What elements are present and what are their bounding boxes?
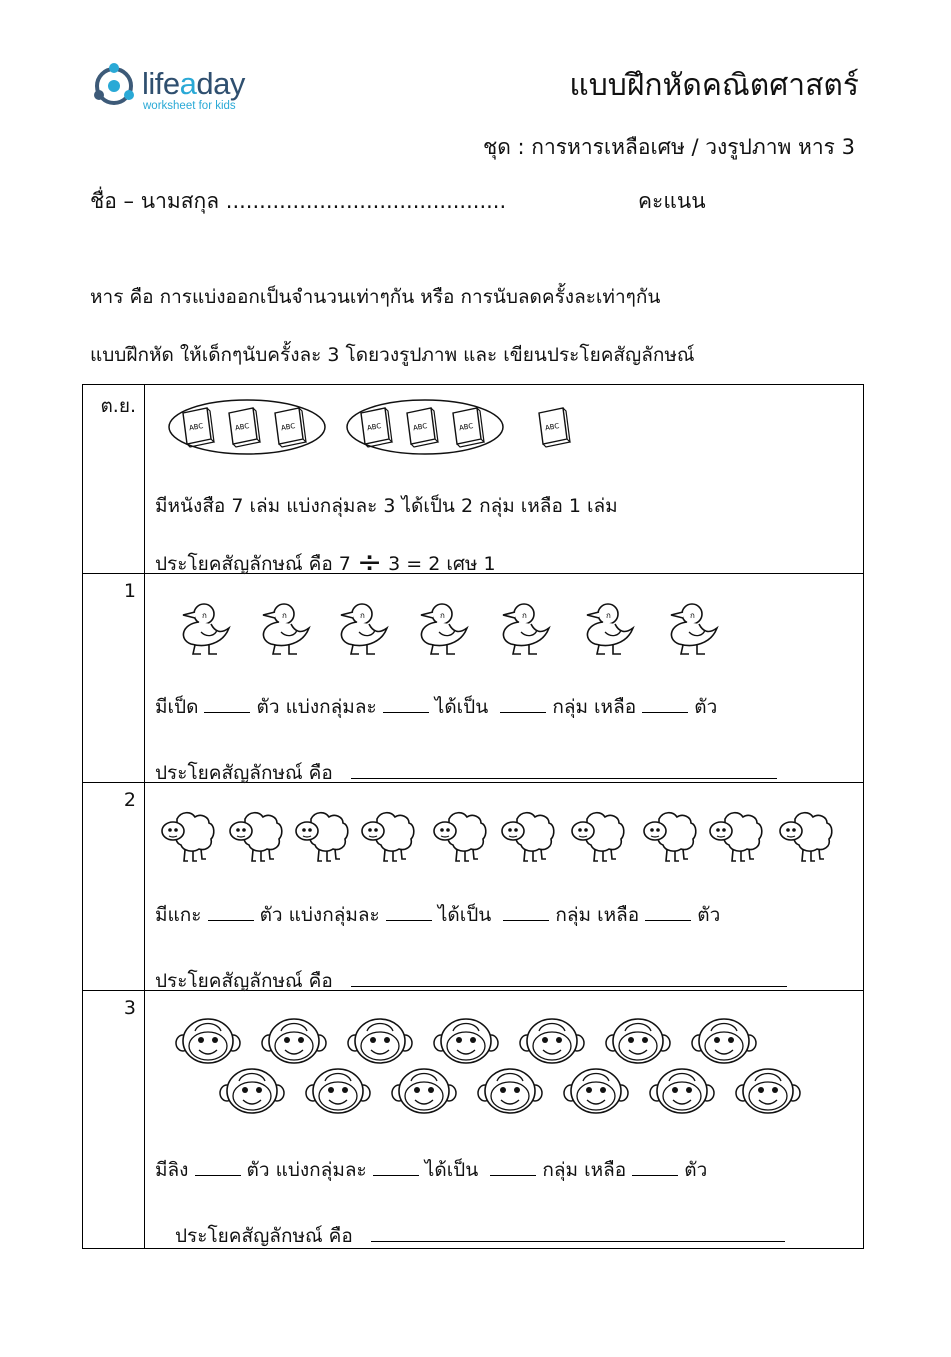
statement-part: มีลิง	[155, 1159, 189, 1181]
problem-row	[83, 574, 864, 783]
sentence-label: ประโยคสัญลักษณ์ คือ	[175, 1225, 353, 1247]
example-row	[83, 385, 864, 574]
problem-row	[83, 783, 864, 991]
brand-wordmark	[142, 66, 245, 102]
book-icon	[183, 408, 214, 447]
example-books-picture	[167, 397, 597, 467]
score-label: คะแนน	[638, 189, 706, 213]
sheep-icon	[780, 813, 832, 861]
duck-icon	[421, 604, 467, 654]
sheep-icon	[296, 813, 348, 861]
statement-part: ได้เป็น	[424, 1159, 479, 1181]
monkey-icon	[564, 1069, 628, 1113]
sentence-label: ประโยคสัญลักษณ์ คือ	[155, 762, 333, 784]
problem-number: 2	[123, 789, 136, 811]
sheep-icon	[502, 813, 554, 861]
brand-tagline: worksheet for kids	[143, 100, 236, 112]
worksheet-table	[82, 384, 864, 1249]
statement-part: ตัว แบ่งกลุ่มละ	[246, 1159, 367, 1181]
monkey-picture-rows	[175, 1013, 835, 1143]
answer-blank[interactable]	[204, 696, 250, 713]
row-number-cell	[83, 574, 145, 783]
duck-icon	[503, 604, 549, 654]
problem-sentence	[175, 1221, 785, 1251]
monkey-icon	[478, 1069, 542, 1113]
brand-name-pre: life	[142, 66, 180, 101]
statement-part: ตัว แบ่งกลุ่มละ	[256, 696, 377, 718]
sentence-blank[interactable]	[351, 970, 787, 987]
lifeaday-logo-icon	[90, 62, 138, 110]
monkey-icon	[262, 1019, 326, 1063]
sheep-icon	[362, 813, 414, 861]
answer-blank[interactable]	[208, 904, 254, 921]
duck-icon	[341, 604, 387, 654]
statement-part: ได้เป็น	[437, 904, 492, 926]
statement-part: กลุ่ม เหลือ	[542, 1159, 627, 1181]
monkey-icon	[520, 1019, 584, 1063]
definition-text: หาร คือ การแบ่งออกเป็นจำนวนเท่าๆกัน หรือ การนับลดครั้งละเท่าๆกัน	[90, 286, 661, 308]
book-icon	[229, 408, 260, 447]
sentence-blank[interactable]	[351, 762, 777, 779]
answer-blank[interactable]	[642, 696, 688, 713]
statement-part: ตัว แบ่งกลุ่มละ	[259, 904, 380, 926]
statement-part: ตัว	[684, 1159, 708, 1181]
monkey-icon	[736, 1069, 800, 1113]
sheep-picture-row	[159, 805, 849, 869]
answer-blank[interactable]	[632, 1159, 678, 1176]
instruction-text: แบบฝึกหัด ให้เด็กๆนับครั้งละ 3 โดยวงรูปภาพ และ เขียนประโยคสัญลักษณ์	[90, 344, 695, 366]
duck-icon	[587, 604, 633, 654]
problem-statement	[155, 692, 717, 722]
statement-part: กลุ่ม เหลือ	[555, 904, 640, 926]
answer-blank[interactable]	[195, 1159, 241, 1176]
division-sign: ÷	[356, 545, 383, 580]
monkey-icon	[220, 1069, 284, 1113]
worksheet-subtitle: ชุด : การหารเหลือเศษ / วงรูปภาพ หาร 3	[482, 135, 855, 159]
book-icon	[361, 408, 392, 447]
statement-part: มีแกะ	[155, 904, 202, 926]
page-title: แบบฝึกหัดคณิตศาสตร์	[569, 68, 859, 103]
monkey-icon	[606, 1019, 670, 1063]
book-icon	[275, 408, 306, 447]
problem-cell	[145, 574, 864, 783]
monkey-icon	[306, 1069, 370, 1113]
statement-part: ได้เป็น	[434, 696, 489, 718]
sheep-icon	[162, 813, 214, 861]
row-number-cell	[83, 783, 145, 991]
monkey-icon	[176, 1019, 240, 1063]
problem-cell	[145, 991, 864, 1249]
example-label: ต.ย.	[100, 395, 136, 417]
duck-icon	[183, 604, 229, 654]
answer-blank[interactable]	[500, 696, 546, 713]
monkey-icon	[650, 1069, 714, 1113]
answer-blank[interactable]	[503, 904, 549, 921]
example-statement: มีหนังสือ 7 เล่ม แบ่งกลุ่มละ 3 ได้เป็น 2 กลุ่ม เหลือ 1 เล่ม	[155, 495, 618, 517]
book-icon	[407, 408, 438, 447]
row-number-cell	[83, 385, 145, 574]
answer-blank[interactable]	[386, 904, 432, 921]
monkey-icon	[434, 1019, 498, 1063]
example-cell	[145, 385, 864, 580]
problem-statement	[155, 1155, 707, 1185]
monkey-icon	[392, 1069, 456, 1113]
book-icon	[539, 408, 570, 447]
book-icon	[453, 408, 484, 447]
sheep-icon	[434, 813, 486, 861]
problem-number: 1	[123, 580, 136, 602]
duck-icon	[671, 604, 717, 654]
example-sentence-suffix: 3 = 2 เศษ 1	[388, 553, 496, 575]
answer-blank[interactable]	[490, 1159, 536, 1176]
duck-icon	[263, 604, 309, 654]
sheep-icon	[230, 813, 282, 861]
problem-cell	[145, 783, 864, 991]
problem-statement	[155, 900, 720, 930]
sheep-icon	[572, 813, 624, 861]
brand-name-post: day	[196, 66, 245, 101]
sentence-blank[interactable]	[371, 1225, 785, 1242]
example-sentence-prefix: ประโยคสัญลักษณ์ คือ 7	[155, 553, 351, 575]
sentence-label: ประโยคสัญลักษณ์ คือ	[155, 970, 333, 992]
duck-picture-row	[171, 594, 771, 664]
statement-part: มีเป็ด	[155, 696, 199, 718]
statement-part: ตัว	[694, 696, 718, 718]
answer-blank[interactable]	[373, 1159, 419, 1176]
statement-part: กลุ่ม เหลือ	[552, 696, 637, 718]
problem-number: 3	[123, 997, 136, 1019]
brand-name-accent: a	[179, 66, 197, 101]
name-field[interactable]: ชื่อ – นามสกุล ..........................................	[90, 189, 507, 213]
answer-blank[interactable]	[645, 904, 691, 921]
monkey-icon	[692, 1019, 756, 1063]
sheep-icon	[710, 813, 762, 861]
problem-row	[83, 991, 864, 1249]
row-number-cell	[83, 991, 145, 1249]
statement-part: ตัว	[697, 904, 721, 926]
answer-blank[interactable]	[383, 696, 429, 713]
sheep-icon	[644, 813, 696, 861]
monkey-icon	[348, 1019, 412, 1063]
